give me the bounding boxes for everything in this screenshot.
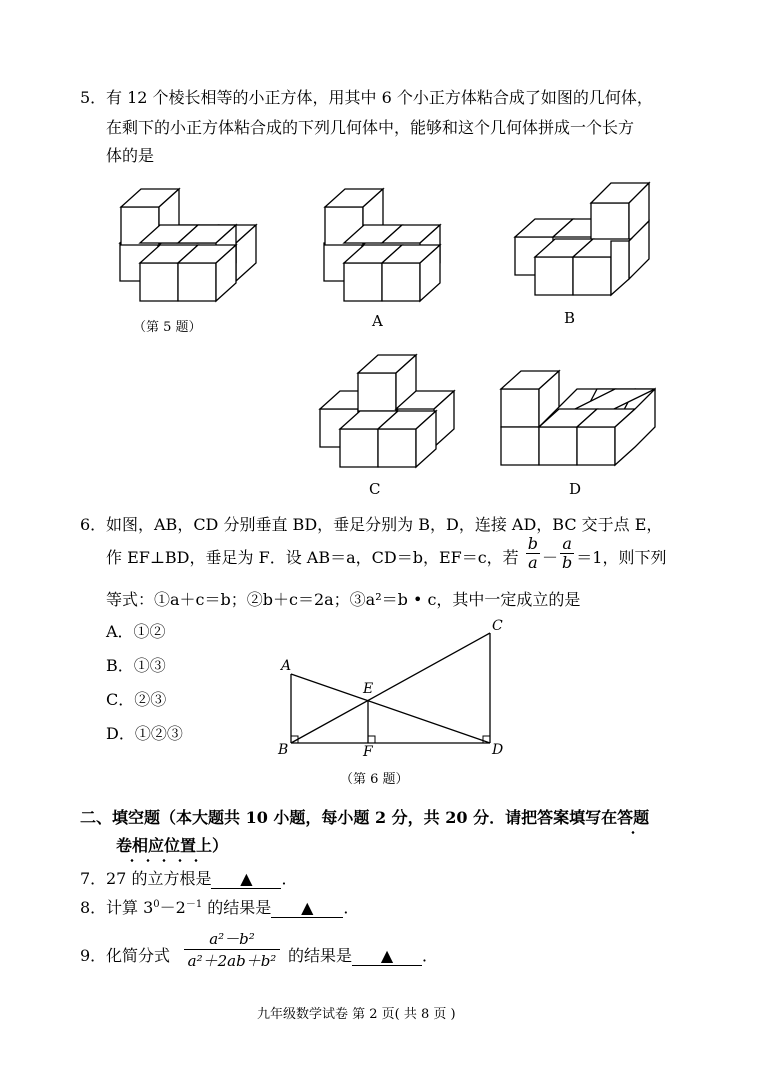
q8-exp1: 0: [153, 899, 160, 910]
q6-point-e: E: [363, 681, 374, 697]
section2-title: 二、填空题（本大题共 10 小题，每小题 2 分，共 20 分．请把答案填写在: [80, 808, 618, 827]
q5-text-line3: 体的是: [106, 146, 155, 165]
q6-fraction-b-over-a: [526, 535, 540, 572]
q6-point-c: C: [492, 618, 503, 634]
q8-pre: 计算 3: [106, 898, 154, 917]
q9-denominator: a²＋2ab＋b²: [187, 952, 277, 970]
q8-end: ．: [343, 898, 360, 917]
q9-number: 9．: [80, 946, 107, 965]
q6-fraction-a-over-b: [560, 535, 574, 572]
q8-mid: －2: [159, 898, 186, 917]
q8-answer-blank: ▲: [271, 899, 343, 918]
q6-frac1-num: b: [527, 534, 539, 553]
section2-heading-line2: [116, 836, 228, 856]
q6-line2-post: ＝1，则下列: [576, 548, 667, 567]
q6-point-f: F: [363, 744, 373, 760]
q5-text-line2: 在剩下的小正方体粘合成的下列几何体中，能够和这个几何体拼成一个长方: [106, 118, 635, 137]
q6-minus: －: [542, 548, 559, 567]
q6-point-d: D: [492, 742, 504, 758]
q7-number: 7．: [80, 869, 107, 888]
q5-given-shape: [118, 186, 258, 306]
q9-fraction: [184, 929, 280, 972]
q6-option-b: B．①③: [106, 656, 166, 675]
section2-emphasis-2: 卷相应位置上: [116, 836, 213, 855]
section2-emphasis-1: 答题: [617, 808, 650, 827]
q8-post: 的结果是: [202, 898, 272, 917]
q6-number: 6．: [80, 515, 107, 534]
q7-end: ．: [281, 869, 298, 888]
q6-text-line2: [106, 534, 667, 572]
q6-frac1-den: a: [528, 553, 538, 572]
q8-exp2: －1: [185, 899, 203, 910]
q6-figure: [270, 615, 520, 775]
q9-end: ．: [422, 946, 439, 965]
q9-numerator: a²－b²: [184, 929, 280, 950]
section2-heading: [80, 808, 649, 828]
q8-line: [106, 898, 359, 918]
q6-point-b: B: [278, 742, 289, 758]
q6-option-a: A．①②: [106, 622, 166, 641]
section2-close: ）: [212, 836, 229, 855]
q6-frac2-den: b: [562, 553, 573, 572]
q5-label-a: A: [372, 312, 383, 330]
q9-line: [288, 946, 438, 966]
q5-label-b: B: [564, 309, 576, 327]
q5-option-a-shape: [322, 186, 462, 306]
q7-answer-blank: ▲: [211, 870, 281, 889]
q5-number: 5．: [80, 88, 107, 107]
q6-point-a: A: [281, 658, 292, 674]
q9-post: 的结果是: [288, 946, 353, 965]
q9-answer-blank: ▲: [352, 947, 422, 966]
q6-text-line1: 如图，AB，CD 分别垂直 BD，垂足分别为 B，D，连接 AD，BC 交于点 E，: [106, 515, 663, 534]
q6-text-line3: 等式：①a＋c＝b；②b＋c＝2a；③a²＝b • c，其中一定成立的是: [106, 590, 581, 609]
q6-caption: （第 6 题）: [340, 772, 409, 787]
q5-text-line1: 有 12 个棱长相等的小正方体，用其中 6 个小正方体粘合成了如图的几何体，: [106, 88, 653, 107]
q5-label-c: C: [369, 480, 381, 498]
q7-text: 27 的立方根是: [106, 869, 212, 888]
q6-line2-pre: 作 EF⊥BD，垂足为 F．设 AB＝a，CD＝b，EF＝c，若: [106, 548, 519, 567]
q5-option-b-shape: [513, 180, 653, 300]
q7-line: [106, 869, 297, 889]
q5-label-d: D: [569, 480, 582, 498]
page-footer: 九年级数学试卷 第 2 页( 共 8 页 ): [257, 1007, 456, 1022]
q9-pre: 化简分式: [106, 946, 171, 965]
q5-option-d-shape: [499, 352, 659, 472]
q5-option-c-shape: [318, 352, 458, 472]
q5-caption: （第 5 题）: [133, 320, 202, 335]
q8-number: 8．: [80, 898, 107, 917]
q6-option-c: C．②③: [106, 690, 167, 709]
q6-option-d: D．①②③: [106, 724, 183, 743]
q6-frac2-num: a: [562, 534, 572, 553]
